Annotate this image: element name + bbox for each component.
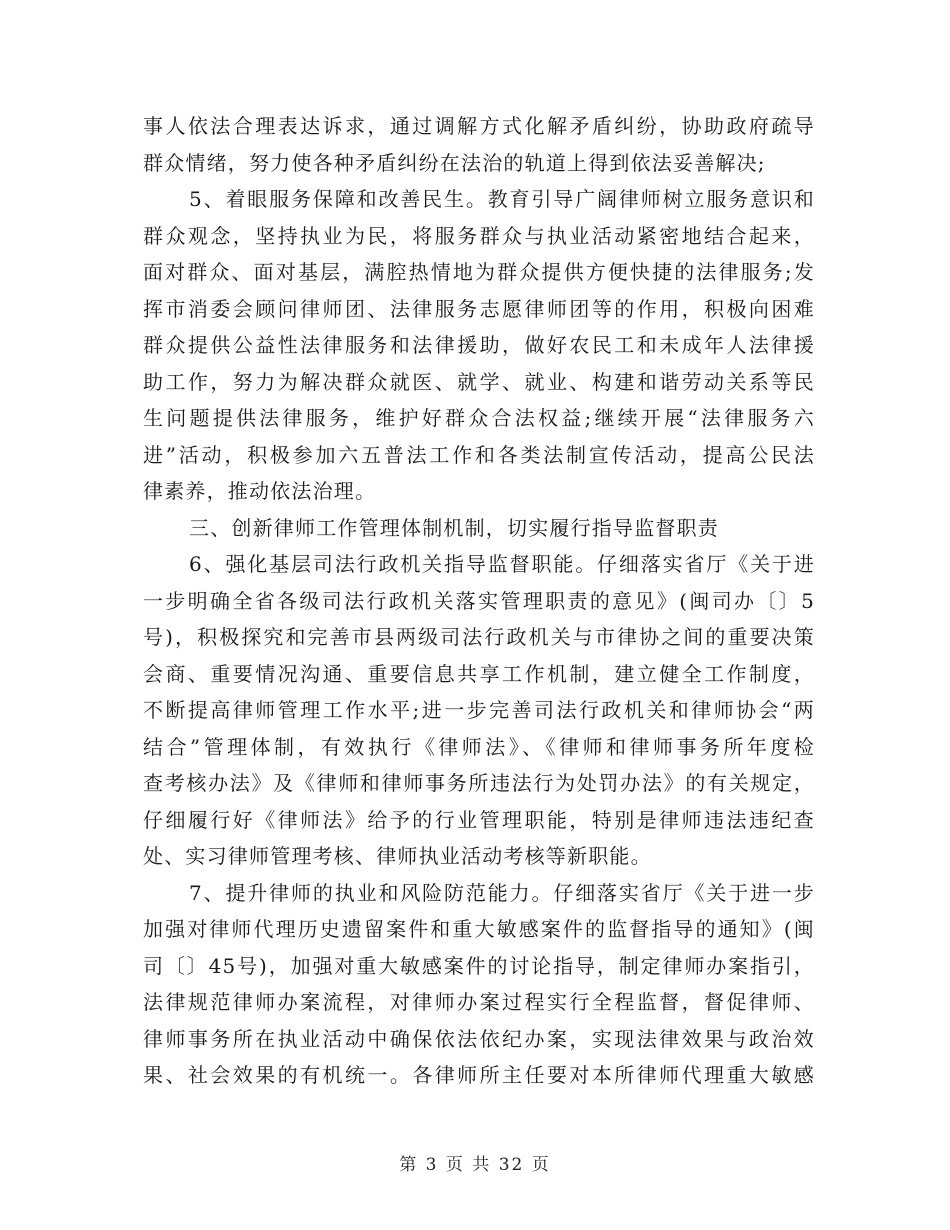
- text-line: 群众提供公益性法律服务和法律援助，做好农民工和未成年人法律援: [143, 333, 815, 357]
- text-line: 事人依法合理表达诉求，通过调解方式化解矛盾纠纷，协助政府疏导: [143, 114, 815, 138]
- text-line: 不断提高律师管理工作水平;进一步完善司法行政机关和律师协会“两: [143, 698, 815, 722]
- text-line: 5、着眼服务保障和改善民生。教育引导广阔律师树立服务意识和: [189, 187, 815, 211]
- text-line: 6、强化基层司法行政机关指导监督职能。仔细落实省厅《关于进: [189, 552, 815, 576]
- document-body: [143, 108, 815, 1094]
- text-line: 处、实习律师管理考核、律师执业活动考核等新职能。: [143, 844, 652, 868]
- text-line: 7、提升律师的执业和风险防范能力。仔细落实省厅《关于进一步: [189, 880, 815, 905]
- text-line: 律师事务所在执业活动中确保依法依纪办案，实现法律效果与政治效: [143, 1026, 815, 1051]
- text-line: 号)，积极探究和完善市县两级司法行政机关与市律协之间的重要决策: [143, 625, 815, 649]
- text-line: 进”活动，积极参加六五普法工作和各类法制宣传活动，提高公民法: [143, 442, 815, 467]
- text-line: 仔细履行好《律师法》给予的行业管理职能，特别是律师违法违纪查: [143, 807, 815, 832]
- text-line: 一步明确全省各级司法行政机关落实管理职责的意见》(闽司办〔〕5: [143, 588, 815, 613]
- text-line: 法律规范律师办案流程，对律师办案过程实行全程监督，督促律师、: [143, 990, 815, 1014]
- text-line: 群众观念，坚持执业为民，将服务群众与执业活动紧密地结合起来，: [143, 223, 815, 248]
- text-line: 三、创新律师工作管理体制机制，切实履行指导监督职责: [189, 515, 719, 540]
- text-line: 群众情绪，努力使各种矛盾纠纷在法治的轨道上得到依法妥善解决;: [143, 150, 766, 175]
- text-line: 司〔〕45号)，加强对重大敏感案件的讨论指导，制定律师办案指引，: [143, 953, 815, 978]
- text-line: 生问题提供法律服务，维护好群众合法权益;继续开展“法律服务六: [143, 406, 815, 430]
- text-line: 查考核办法》及《律师和律师事务所违法行为处罚办法》的有关规定，: [143, 771, 815, 795]
- text-line: 会商、重要情况沟通、重要信息共享工作机制，建立健全工作制度，: [143, 661, 815, 686]
- text-line: 加强对律师代理历史遗留案件和重大敏感案件的监督指导的通知》(闽: [143, 917, 815, 941]
- text-line: 面对群众、面对基层，满腔热情地为群众提供方便快捷的法律服务;发: [143, 260, 815, 284]
- text-line: 果、社会效果的有机统一。各律师所主任要对本所律师代理重大敏感: [143, 1063, 815, 1087]
- page-footer: 第 3 页 共 32 页: [399, 1155, 551, 1175]
- text-line: 挥市消委会顾问律师团、法律服务志愿律师团等的作用，积极向困难: [143, 296, 815, 321]
- text-line: 结合”管理体制，有效执行《律师法》、《律师和律师事务所年度检: [143, 734, 815, 759]
- text-line: 律素养，推动依法治理。: [143, 479, 377, 503]
- text-line: 助工作，努力为解决群众就医、就学、就业、构建和谐劳动关系等民: [143, 369, 815, 394]
